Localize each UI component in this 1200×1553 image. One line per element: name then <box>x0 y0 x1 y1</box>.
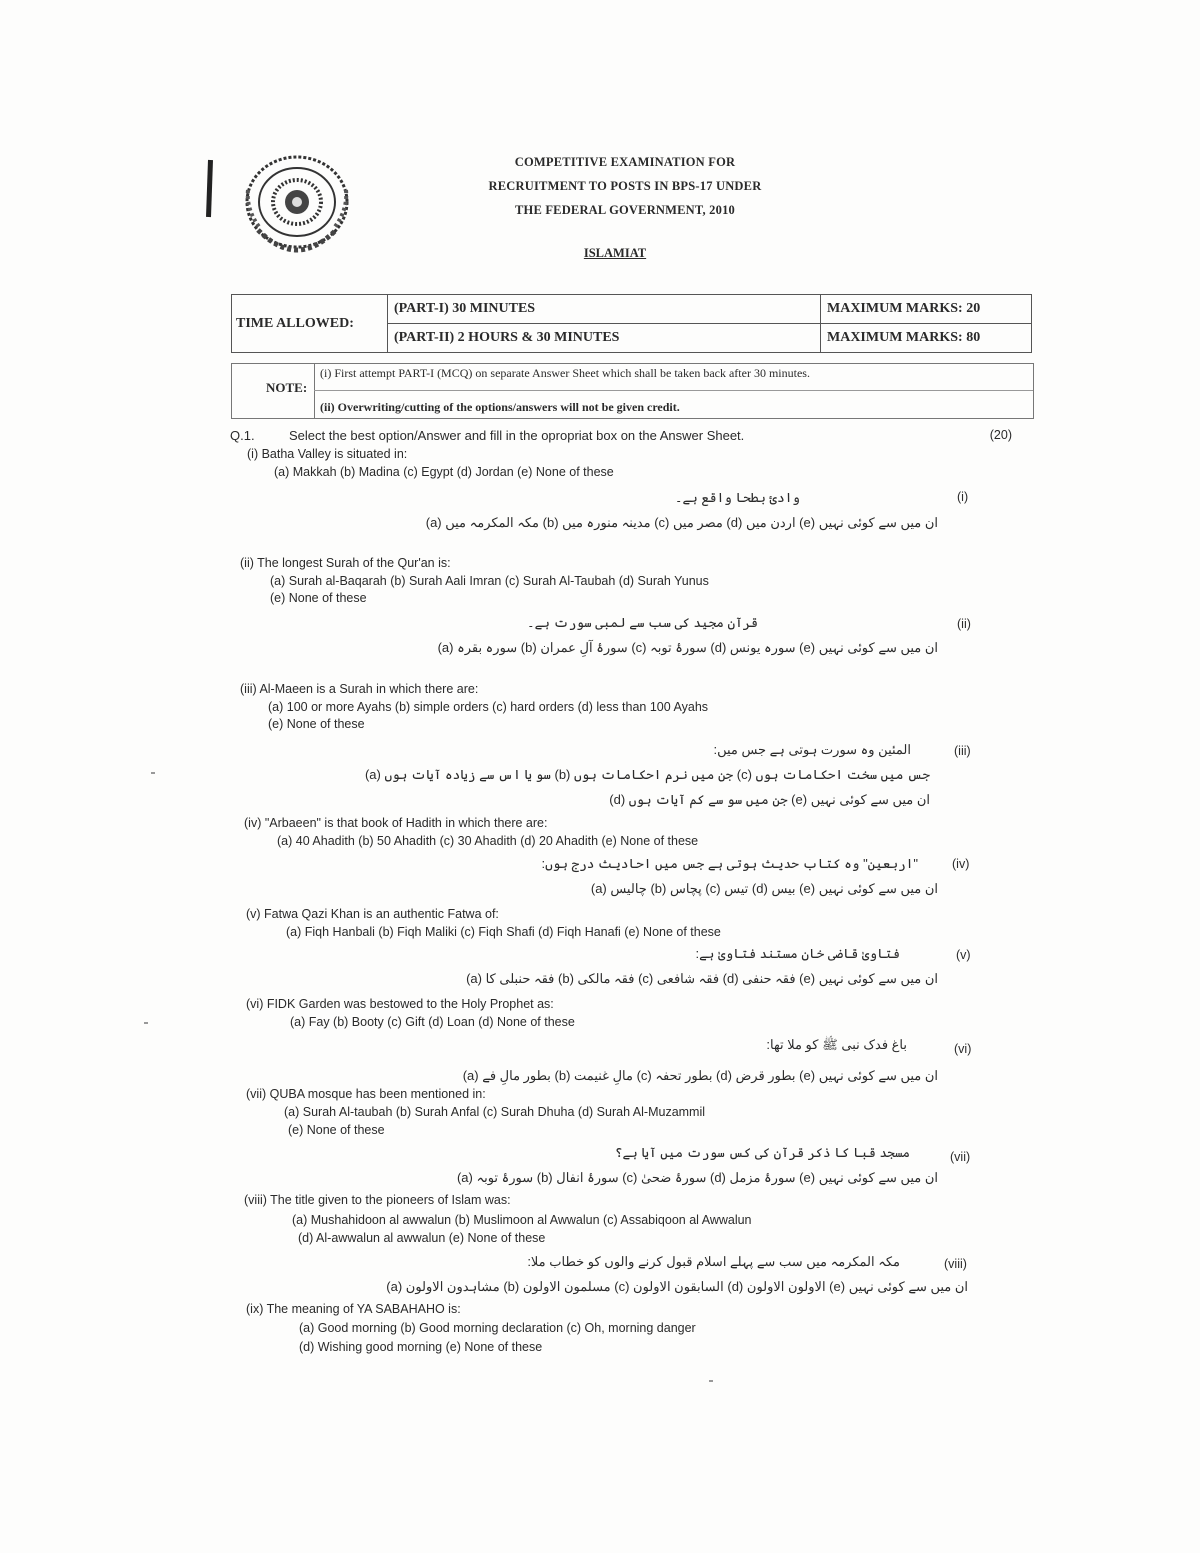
q1-urdu-options: (a) مکہ المکرمہ میں (b) مدینہ منورہ میں (c) مصر میں (d) اردن میں (e) ان میں سے کوئی نہیں <box>425 515 938 530</box>
q9-options-2: (d) Wishing good morning (e) None of these <box>299 1340 543 1354</box>
q5-urdu: فتاویٰ قاضی خان مستند فتاویٰ ہے: <box>695 946 900 961</box>
q4-urdu-number: (iv) <box>952 857 970 871</box>
q7-urdu-options: (a) سورۂ توبہ (b) سورۂ انفال (c) سورۂ ضحیٰ (d) سورۂ مزمل (e) ان میں سے کوئی نہیں <box>456 1170 938 1185</box>
q6-english: (vi) FIDK Garden was bestowed to the Holy Prophet as: <box>246 997 554 1011</box>
time-allowed-label: TIME ALLOWED: <box>232 295 388 353</box>
q7-urdu-number: (vii) <box>950 1150 971 1164</box>
scan-speck <box>151 772 155 774</box>
question-marks: (20) <box>989 428 1012 442</box>
q5-options: (a) Fiqh Hanbali (b) Fiqh Maliki (c) Fiqh Shafi (d) Fiqh Hanafi (e) None of these <box>286 925 721 939</box>
q8-urdu: مکہ المکرمہ میں سب سے پہلے اسلام قبول کرنے والوں کو خطاب ملا: <box>527 1254 900 1269</box>
q8-urdu-number: (viii) <box>944 1257 967 1271</box>
q8-options-1: (a) Mushahidoon al awwalun (b) Muslimoon al Awwalun (c) Assabiqoon al Awwalun <box>292 1213 752 1227</box>
part2-time: (PART-II) 2 HOURS & 30 MINUTES <box>388 324 821 353</box>
q3-urdu-number: (iii) <box>954 744 971 758</box>
scan-speck <box>709 1380 713 1382</box>
q3-urdu-options-2: (d) جن میں سو سے کم آیات ہوں (e) ان میں سے کوئی نہیں <box>609 792 930 807</box>
q5-urdu-number: (v) <box>956 948 971 962</box>
note-divider <box>314 364 315 418</box>
q4-urdu-options: (a) چالیس (b) پچاس (c) تیس (d) بیس (e) ان میں سے کوئی نہیں <box>590 881 938 896</box>
q3-urdu-options-1: (a) سو یا اس سے زیادہ آیات ہوں (b) جن میں نرم احکامات ہوں (c) جس میں سخت احکامات ہوں <box>364 767 930 782</box>
margin-mark <box>206 160 213 217</box>
q3-urdu: المئین وہ سورت ہوتی ہے جس میں: <box>713 742 911 757</box>
q4-options: (a) 40 Ahadith (b) 50 Ahadith (c) 30 Ahadith (d) 20 Ahadith (e) None of these <box>277 834 699 848</box>
q9-options-1: (a) Good morning (b) Good morning declaration (c) Oh, morning danger <box>299 1321 696 1335</box>
q1-urdu: وادیٔ بطحا واقع ہے۔ <box>674 490 800 505</box>
scan-speck <box>144 1022 148 1024</box>
note-label: NOTE: <box>266 380 308 395</box>
q1-options: (a) Makkah (b) Madina (c) Egypt (d) Jordan (e) None of these <box>274 465 614 479</box>
q5-urdu-options: (a) فقہ حنبلی کا (b) فقہ مالکی (c) فقہ شافعی (d) فقہ حنفی (e) ان میں سے کوئی نہیں <box>466 971 938 986</box>
q2-english: (ii) The longest Surah of the Qur'an is: <box>240 556 451 570</box>
q8-urdu-options: (a) مشاہدون الاولون (b) مسلمون الاولون (c) السابقون الاولون (d) الاولون الاولون (e) ان میں سے کوئی نہیں <box>386 1279 968 1294</box>
part1-marks: MAXIMUM MARKS: 20 <box>821 295 1032 324</box>
q7-options-1: (a) Surah Al-taubah (b) Surah Anfal (c) Surah Dhuha (d) Surah Al-Muzammil <box>284 1105 706 1119</box>
part1-time: (PART-I) 30 MINUTES <box>388 295 821 324</box>
q3-english: (iii) Al-Maeen is a Surah in which there are: <box>240 682 479 696</box>
fpsc-emblem-icon <box>238 150 356 258</box>
q7-english: (vii) QUBA mosque has been mentioned in: <box>246 1087 486 1101</box>
q9-english: (ix) The meaning of YA SABAHAHO is: <box>246 1302 461 1316</box>
exam-title-line-1: COMPETITIVE EXAMINATION FOR <box>514 155 736 169</box>
exam-title-line-2: RECRUITMENT TO POSTS IN BPS-17 UNDER <box>488 179 762 193</box>
q2-urdu-number: (ii) <box>957 617 971 631</box>
question-instruction: Select the best option/Answer and fill in the opropriat box on the Answer Sheet. <box>289 428 745 443</box>
q2-urdu-options: (a) سورہ بقرہ (b) سورۂ آلِ عمران (c) سورۂ توبہ (d) سورہ یونس (e) ان میں سے کوئی نہیں <box>437 640 938 655</box>
q8-english: (viii) The title given to the pioneers of Islam was: <box>244 1193 511 1207</box>
q6-urdu: باغ فدک نبی ﷺ کو ملا تھا: <box>766 1037 907 1052</box>
question-number: Q.1. <box>230 428 255 443</box>
part2-marks: MAXIMUM MARKS: 80 <box>821 324 1032 353</box>
q7-urdu: مسجد قبا کا ذکر قرآن کی کس سورت میں آیا ہے؟ <box>614 1145 910 1160</box>
q1-english: (i) Batha Valley is situated in: <box>247 447 408 461</box>
q7-options-2: (e) None of these <box>288 1123 385 1137</box>
q2-urdu: قرآن مجید کی سب سے لمبی سورت ہے۔ <box>527 615 758 630</box>
q2-options-1: (a) Surah al-Baqarah (b) Surah Aali Imran (c) Surah Al-Taubah (d) Surah Yunus <box>270 574 709 588</box>
note-box <box>231 363 1034 419</box>
q2-options-2: (e) None of these <box>270 591 367 605</box>
subject-title: ISLAMIAT <box>583 246 647 260</box>
q4-english: (iv) "Arbaeen" is that book of Hadith in which there are: <box>244 816 548 830</box>
time-allowed-table <box>231 294 1032 353</box>
q6-urdu-options: (a) بطور مالِ فے (b) مالِ غنیمت (c) بطور تحفہ (d) بطور قرض (e) ان میں سے کوئی نہیں <box>462 1068 938 1083</box>
note-rule <box>314 390 1033 391</box>
q6-options: (a) Fay (b) Booty (c) Gift (d) Loan (d) None of these <box>290 1015 575 1029</box>
q3-options-1: (a) 100 or more Ayahs (b) simple orders (c) hard orders (d) less than 100 Ayahs <box>268 700 709 714</box>
note-line-1: (i) First attempt PART-I (MCQ) on separate Answer Sheet which shall be taken back after 30 minutes. <box>320 366 810 380</box>
q8-options-2: (d) Al-awwalun al awwalun (e) None of these <box>298 1231 546 1245</box>
q5-english: (v) Fatwa Qazi Khan is an authentic Fatwa of: <box>246 907 499 921</box>
q6-urdu-number: (vi) <box>954 1042 972 1056</box>
exam-title-line-3: THE FEDERAL GOVERNMENT, 2010 <box>515 203 735 217</box>
note-line-2: (ii) Overwriting/cutting of the options/answers will not be given credit. <box>320 400 680 414</box>
q3-options-2: (e) None of these <box>268 717 365 731</box>
q1-urdu-number: (i) <box>957 490 969 504</box>
q4-urdu: "اربعین" وہ کتاب حدیث ہوتی ہے جس میں احادیث درج ہوں: <box>541 856 918 871</box>
